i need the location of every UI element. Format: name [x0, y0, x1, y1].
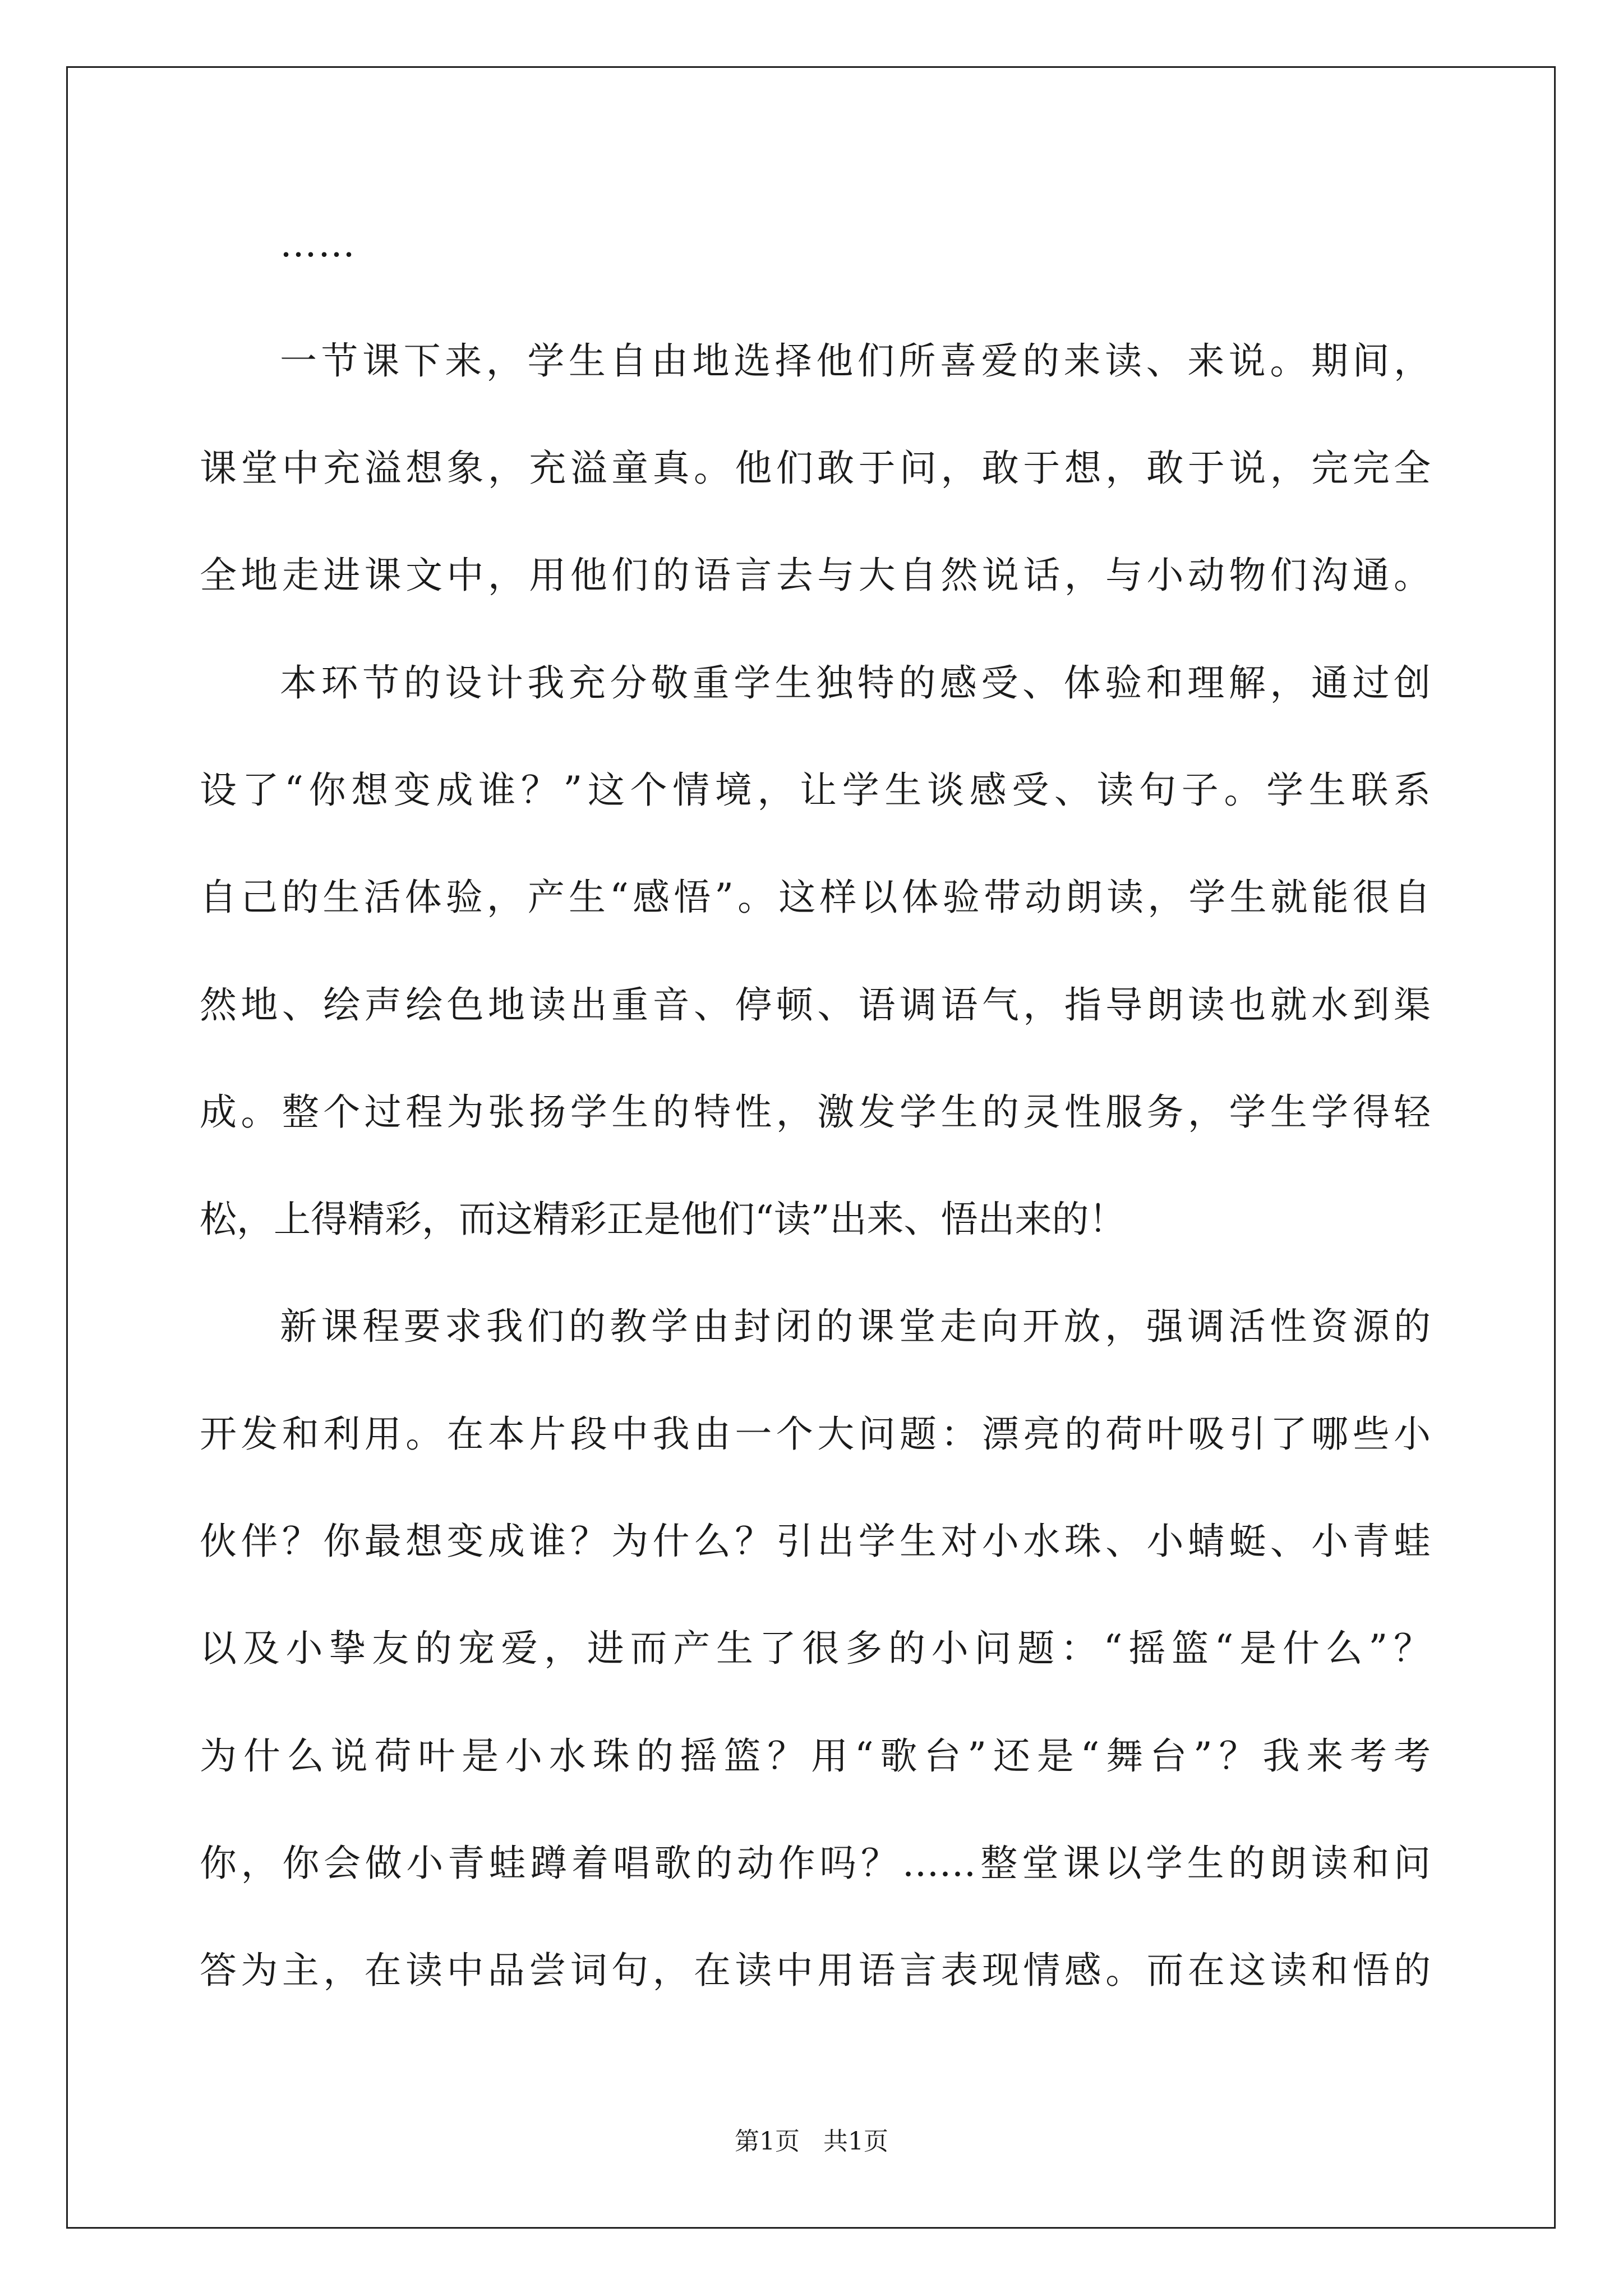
- paragraph-2-line-5: 成。整个过程为张扬学生的特性，激发学生的灵性服务，学生学得轻: [200, 1091, 1431, 1134]
- paragraph-3-line-2: 开发和利用。在本片段中我由一个大问题：漂亮的荷叶吸引了哪些小: [200, 1412, 1431, 1456]
- paragraph-2-line-1: 本环节的设计我充分敬重学生独特的感受、体验和理解，通过创: [280, 661, 1431, 705]
- paragraph-3-line-7: 答为主，在读中品尝词句，在读中用语言表现情感。而在这读和悟的: [200, 1949, 1431, 1992]
- paragraph-2-line-6: 松，上得精彩，而这精彩正是他们“读”出来、悟出来的！: [200, 1198, 1126, 1241]
- paragraph-3-line-1: 新课程要求我们的教学由封闭的课堂走向开放，强调活性资源的: [280, 1305, 1431, 1348]
- paragraph-3-line-4: 以及小挚友的宠爱，进而产生了很多的小问题：“摇篮“是什么”？: [200, 1627, 1431, 1670]
- paragraph-1-line-2: 课堂中充溢想象，充溢童真。他们敢于问，敢于想，敢于说，完完全: [200, 447, 1431, 490]
- paragraph-3-line-5: 为什么说荷叶是小水珠的摇篮？用“歌台”还是“舞台”？我来考考: [200, 1734, 1431, 1778]
- paragraph-3-line-3: 伙伴？你最想变成谁？为什么？引出学生对小水珠、小蜻蜓、小青蛙: [200, 1520, 1431, 1563]
- paragraph-2-line-2: 设了“你想变成谁？”这个情境，让学生谈感受、读句子。学生联系: [200, 769, 1431, 812]
- paragraph-1-line-3: 全地走进课文中，用他们的语言去与大自然说话，与小动物们沟通。: [200, 554, 1431, 597]
- page-border: [66, 66, 1556, 2229]
- paragraph-2-line-4: 然地、绘声绘色地读出重音、停顿、语调语气，指导朗读也就水到渠: [200, 983, 1431, 1027]
- page-footer: [0, 2126, 1623, 2157]
- page-total: 共1页: [823, 2127, 888, 2156]
- paragraph-2-line-3: 自己的生活体验，产生“感悟”。这样以体验带动朗读，学生就能很自: [200, 876, 1431, 919]
- page-number: 第1页: [735, 2127, 800, 2156]
- paragraph-3-line-6: 你，你会做小青蛙蹲着唱歌的动作吗？……整堂课以学生的朗读和问: [200, 1842, 1431, 1885]
- leading-ellipsis: ……: [280, 222, 356, 265]
- paragraph-1-line-1: 一节课下来，学生自由地选择他们所喜爱的来读、来说。期间，: [280, 339, 1431, 383]
